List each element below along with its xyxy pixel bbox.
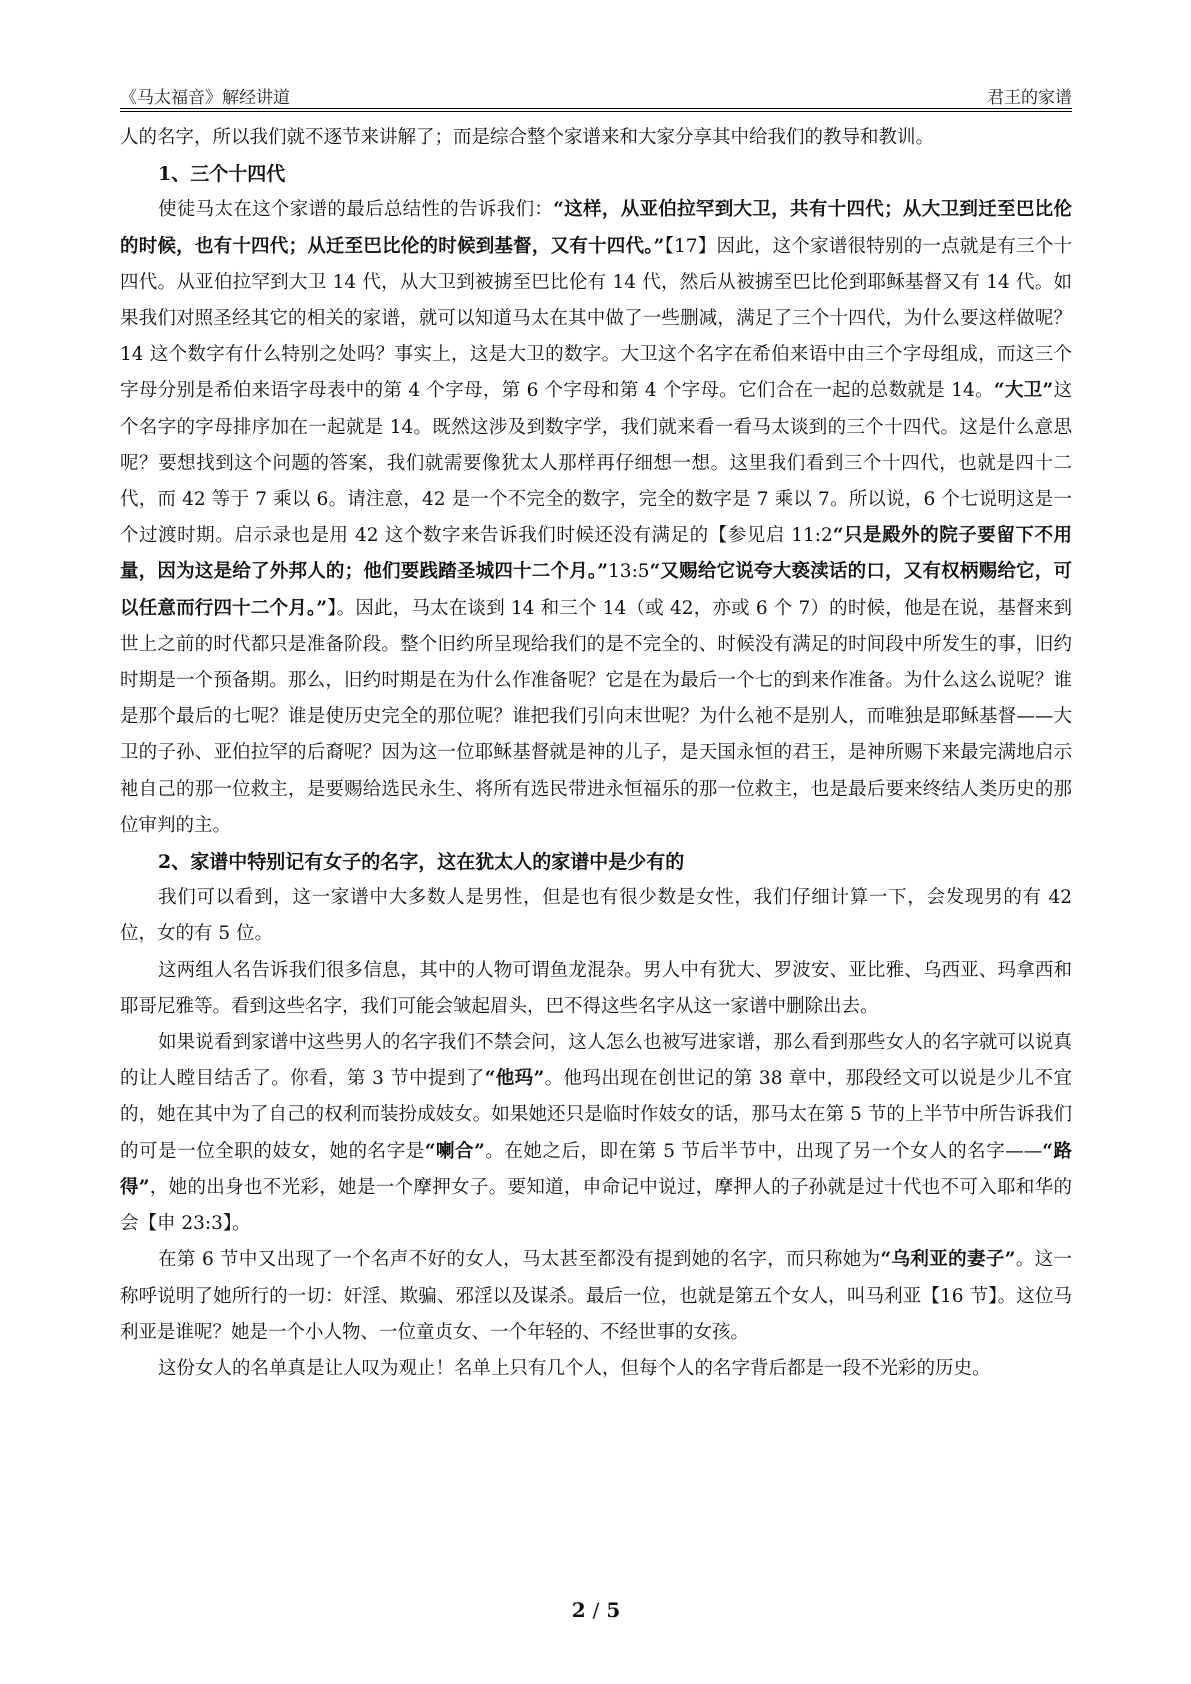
page-separator: / bbox=[592, 1598, 600, 1622]
heading-three-fourteens: 1、三个十四代 bbox=[158, 163, 286, 186]
page-header bbox=[120, 82, 1072, 109]
page-number bbox=[120, 1598, 1072, 1622]
paragraph-three-fourteens: 使徒马太在这个家谱的最后总结性的告诉我们：“这样，从亚伯拉罕到大卫，共有十四代；从大卫到迁至巴比伦的时候，也有十四代；从迁至巴比伦的时候到基督，又有十四代。”【17】因此，这个家谱很特别的一点就是有三个十四代。从亚伯拉罕到大卫 14 代，从大卫到被掳至巴比伦有 14 代，然后从被掳至巴比伦到耶稣基督又有 14 代。如果我们对照圣经其它的相关的家谱，就可以知道马太在其中做了一些删减，满足了三个十四代，为什么要这样做呢？14 这个数字有什么特别之处吗？事实上，这是大卫的数字。大卫这个名字在希伯来语中由三个字母组成，而这三个字母分别是希伯来语字母表中的第 4 个字母，第 6 个字母和第 4 个字母。它们合在一起的总数就是 14。“大卫”这个名字的字母排序加在一起就是 14。既然这涉及到数字学，我们就来看一看马太谈到的三个十四代。这是什么意思呢？要想找到这个问题的答案，我们就需要像犹太人那样再仔细想一想。这里我们看到三个十四代，也就是四十二代，而 42 等于 7 乘以 6。请注意，42 是一个不完全的数字，完全的数字是 7 乘以 7。所以说，6 个七说明这是一个过渡时期。启示录也是用 42 这个数字来告诉我们时候还没有满足的【参见启 11:2“只是殿外的院子要留下不用量，因为这是给了外邦人的；他们要践踏圣城四十二个月。”13:5“又赐给它说夸大亵渎话的口，又有权柄赐给它，可以任意而行四十二个月。”】。因此，马太在谈到 14 和三个 14（或 42，亦或 6 个 7）的时候，他是在说，基督来到世上之前的时代都只是准备阶段。整个旧约所呈现给我们的是不完全的、时候没有满足的时间段中所发生的事，旧约时期是一个预备期。那么，旧约时期是在为什么作准备呢？它是在为最后一个七的到来作准备。为什么这么说呢？谁是那个最后的七呢？谁是使历史完全的那位呢？谁把我们引向末世呢？为什么祂不是别人，而唯独是耶稣基督——大卫的子孙、亚伯拉罕的后裔呢？因为这一位耶稣基督就是神的儿子，是天国永恒的君王，是神所赐下来最完满地启示祂自己的那一位救主，是要赐给选民永生、将所有选民带进永恒福乐的那一位救主，也是最后要来终结人类历史的那位审判的主。 bbox=[120, 199, 1072, 836]
paragraph-continued: 人的名字，所以我们就不逐节来讲解了；而是综合整个家谱来和大家分享其中给我们的教导和教训。 bbox=[120, 127, 935, 148]
paragraph-men: 这两组人名告诉我们很多信息，其中的人物可谓鱼龙混杂。男人中有犹大、罗波安、亚比雅、乌西亚、玛拿西和耶哥尼雅等。看到这些名字，我们可能会皱起眉头，巴不得这些名字从这一家谱中删除出去。 bbox=[120, 959, 1072, 1017]
header-section-title: 君王的家谱 bbox=[987, 88, 1072, 108]
header-book-title: 《马太福音》解经讲道 bbox=[120, 88, 290, 108]
emphasis-ruth: “路得” bbox=[120, 1140, 1072, 1198]
page-body bbox=[120, 120, 1072, 1387]
paragraph-list-summary: 这份女人的名单真是让人叹为观止！名单上只有几个人，但每个人的名字背后都是一段不光彩的历史。 bbox=[158, 1357, 991, 1379]
page-total: 5 bbox=[606, 1598, 621, 1622]
emphasis-rahab: “喇合” bbox=[424, 1140, 485, 1162]
emphasis-david: “大卫” bbox=[993, 380, 1054, 402]
paragraph-uriah-wife: 在第 6 节中又出现了一个名声不好的女人，马太甚至都没有提到她的名字，而只称她为“乌利亚的妻子”。这一称呼说明了她所行的一切：奸淫、欺骗、邪淫以及谋杀。最后一位，也就是第五个女人，叫马利亚【16 节】。这位马利亚是谁呢？她是一个小人物、一位童贞女、一个年轻的、不经世事的女孩。 bbox=[120, 1249, 1072, 1343]
paragraph-count: 我们可以看到，这一家谱中大多数人是男性，但是也有很少数是女性，我们仔细计算一下，会发现男的有 42 位，女的有 5 位。 bbox=[120, 887, 1072, 945]
emphasis-tamar: “他玛” bbox=[484, 1068, 545, 1090]
page-current: 2 bbox=[571, 1598, 586, 1622]
emphasis-uriah-wife: “乌利亚的妻子” bbox=[880, 1249, 1016, 1271]
paragraph-women: 如果说看到家谱中这些男人的名字我们不禁会问，这人怎么也被写进家谱，那么看到那些女人的名字就可以说真的让人瞠目结舌了。你看，第 3 节中提到了“他玛”。他玛出现在创世记的第 38 章中，那段经文可以说是少儿不宜的，她在其中为了自己的权利而装扮成妓女。如果她还只是临时作妓女的话，那马太在第 5 节的上半节中所告诉我们的可是一位全职的妓女，她的名字是“喇合”。在她之后，即在第 5 节后半节中，出现了另一个女人的名字——“路得”，她的出身也不光彩，她是一个摩押女子。要知道，申命记中说过，摩押人的子孙就是过十代也不可入耶和华的会【申 23:3】。 bbox=[120, 1032, 1072, 1235]
heading-women-in-genealogy: 2、家谱中特别记有女子的名字，这在犹太人的家谱中是少有的 bbox=[158, 851, 685, 874]
scripture-quote: “只是殿外的院子要留下不用量，因为这是给了外邦人的；他们要践踏圣城四十二个月。” bbox=[120, 525, 1072, 583]
scripture-quote: “又赐给它说夸大亵渎话的口，又有权柄赐给它，可以任意而行四十二个月。” bbox=[120, 561, 1072, 619]
scripture-quote: “这样，从亚伯拉罕到大卫，共有十四代；从大卫到迁至巴比伦的时候，也有十四代；从迁至巴比伦的时候到基督，又有十四代。” bbox=[120, 199, 1072, 257]
